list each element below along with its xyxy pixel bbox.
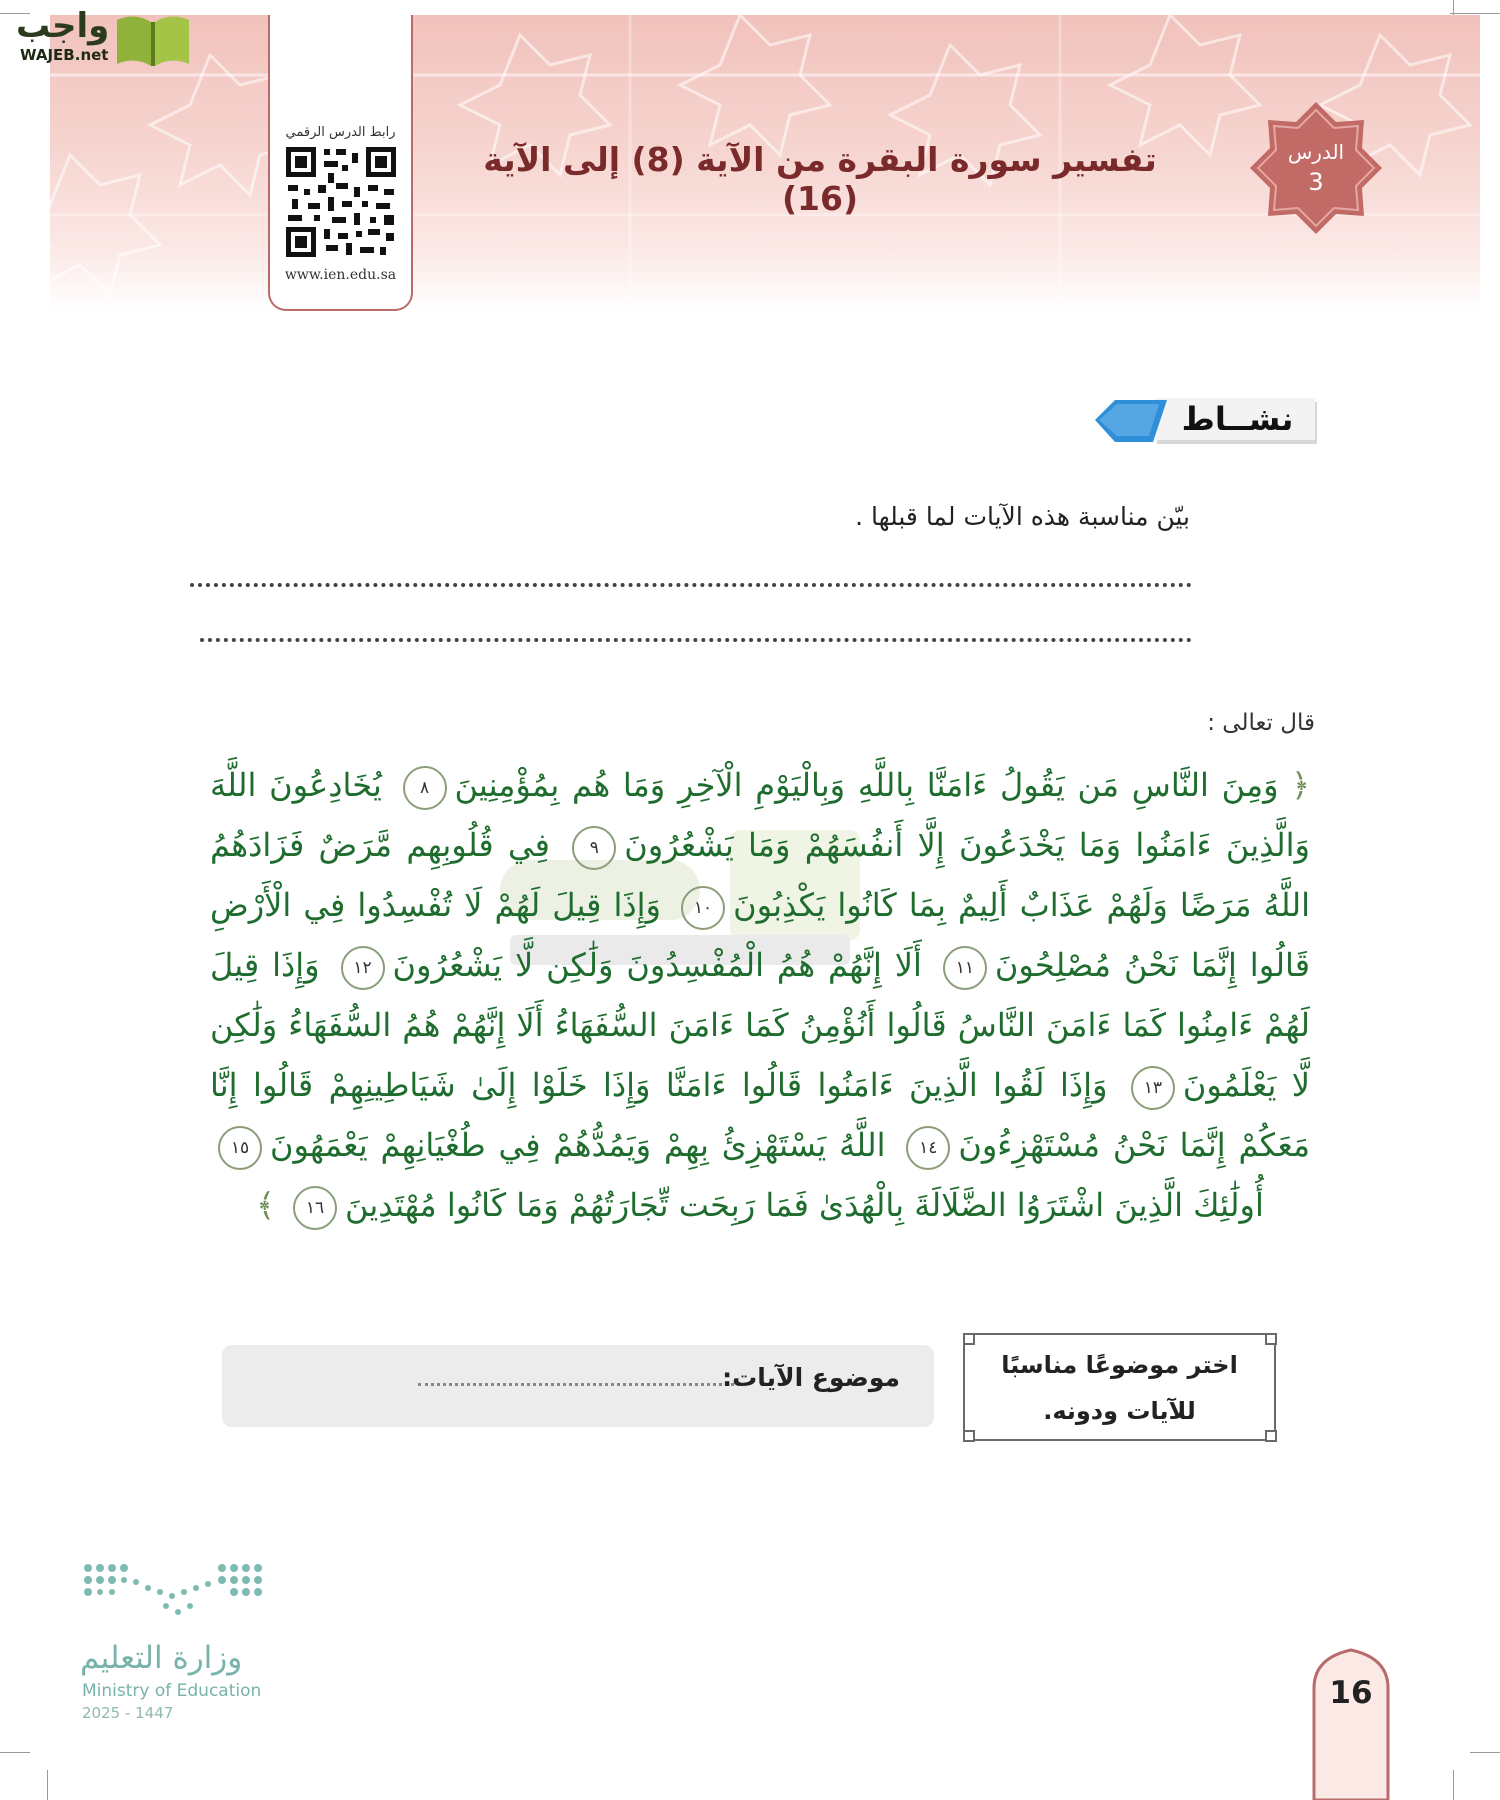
verse-text: وَإِذَا قِيلَ لَهُمْ ءَامِنُوا كَمَا ءَامَنَ النَّاسُ قَالُوا أَنُؤْمِنُ كَمَا ءَامَنَ السُّفَهَاءُ أَلَا إِنَّهُمْ هُمُ السُّفَهَاءُ وَلَٰكِن لَّا يَعْلَمُونَ — [210, 946, 1311, 1104]
qr-url[interactable]: www.ien.edu.sa — [284, 267, 397, 283]
verse-text: أَلَا إِنَّهُمْ هُمُ الْمُفْسِدُونَ وَلَٰكِن لَّا يَشْعُرُونَ — [392, 946, 922, 984]
qr-code-icon[interactable] — [284, 145, 398, 259]
verse-number-marker: ١١ — [943, 946, 987, 990]
ministry-name-arabic: وزارة التعليم — [80, 1640, 243, 1676]
verse-text: وَإِذَا لَقُوا الَّذِينَ ءَامَنُوا قَالُوا ءَامَنَّا وَإِذَا خَلَوْا إِلَىٰ شَيَاطِينِهِمْ قَالُوا إِنَّا مَعَكُمْ إِنَّمَا نَحْنُ مُسْتَهْزِءُونَ — [210, 1066, 1311, 1164]
answer-line-2[interactable] — [200, 638, 1192, 642]
page-number-tab — [1310, 1648, 1392, 1800]
verse-number-marker: ١٢ — [341, 946, 385, 990]
verse-text: وَإِذَا قِيلَ لَهُمْ لَا تُفْسِدُوا فِي الْأَرْضِ قَالُوا إِنَّمَا نَحْنُ مُصْلِحُونَ — [210, 886, 1311, 984]
lesson-badge-number: 3 — [1308, 168, 1324, 196]
crop-mark — [47, 1770, 48, 1800]
book-icon — [113, 10, 193, 68]
verse-text: اللَّهُ يَسْتَهْزِئُ بِهِمْ وَيَمُدُّهُمْ فِي طُغْيَانِهِمْ يَعْمَهُونَ — [270, 1126, 886, 1164]
verse-number-marker: ١٥ — [218, 1126, 262, 1170]
lesson-title: تفسير سورة البقرة من الآية (8) إلى الآية (16) — [483, 140, 1157, 218]
logo-arabic-text: واجب — [16, 6, 110, 46]
verse-text: أُولَٰئِكَ الَّذِينَ اشْتَرَوُا الضَّلَالَةَ بِالْهُدَىٰ فَمَا رَبِحَت تِّجَارَتُهُمْ وَمَا كَانُوا مُهْتَدِينَ — [345, 1186, 1264, 1224]
crop-mark — [1453, 1770, 1454, 1800]
ministry-year: 2025 - 1447 — [82, 1704, 174, 1722]
topic-instruction: اختر موضوعًا مناسبًا للآيات ودونه. — [1001, 1351, 1238, 1425]
ministry-logo-icon — [82, 1562, 267, 1626]
verse-text: فِي قُلُوبِهِم مَّرَضٌ فَزَادَهُمُ اللَّهُ مَرَضًا وَلَهُمْ عَذَابٌ أَلِيمٌ بِمَا كَانُوا يَكْذِبُونَ — [210, 826, 1311, 924]
verse-text: يُخَادِعُونَ اللَّهَ وَالَّذِينَ ءَامَنُوا وَمَا يَخْدَعُونَ إِلَّا أَنفُسَهُمْ وَمَا يَشْعُرُونَ — [210, 766, 1311, 864]
verse-close-bracket: ﴾ — [256, 1186, 275, 1224]
verse-open-bracket: ﴿ — [1291, 766, 1311, 804]
quran-verses — [210, 755, 1310, 1235]
logo-english-text: WAJEB.net — [20, 46, 109, 64]
verse-number-marker: ١٤ — [906, 1126, 950, 1170]
page-number: 16 — [1329, 1675, 1373, 1711]
lesson-badge-label: الدرس — [1287, 140, 1345, 164]
ministry-name-english: Ministry of Education — [82, 1681, 262, 1701]
verse-number-marker: ١٦ — [293, 1186, 337, 1230]
verse-number-marker: ٩ — [572, 826, 616, 870]
qr-card[interactable] — [268, 15, 413, 311]
crop-mark — [0, 1752, 30, 1753]
crop-mark — [1450, 13, 1500, 14]
qr-label: رابط الدرس الرقمي — [285, 125, 396, 140]
verse-number-marker: ١٣ — [1131, 1066, 1175, 1110]
crop-mark — [1470, 1752, 1500, 1753]
activity-label: نشــاط — [1181, 400, 1294, 438]
verse-text: وَمِنَ النَّاسِ مَن يَقُولُ ءَامَنَّا بِاللَّهِ وَبِالْيَوْمِ الْآخِرِ وَمَا هُم بِمُؤْمِنِينَ — [454, 766, 1279, 804]
verse-number-marker: ١٠ — [681, 886, 725, 930]
verse-number-marker: ٨ — [403, 766, 447, 810]
answer-line-1[interactable] — [190, 583, 1192, 587]
wajeb-logo[interactable] — [8, 4, 188, 66]
activity-question: بيّن مناسبة هذه الآيات لما قبلها . — [855, 502, 1190, 531]
verse-intro: قال تعالى : — [1207, 710, 1315, 736]
topic-label: موضوع الآيات: — [722, 1363, 900, 1392]
